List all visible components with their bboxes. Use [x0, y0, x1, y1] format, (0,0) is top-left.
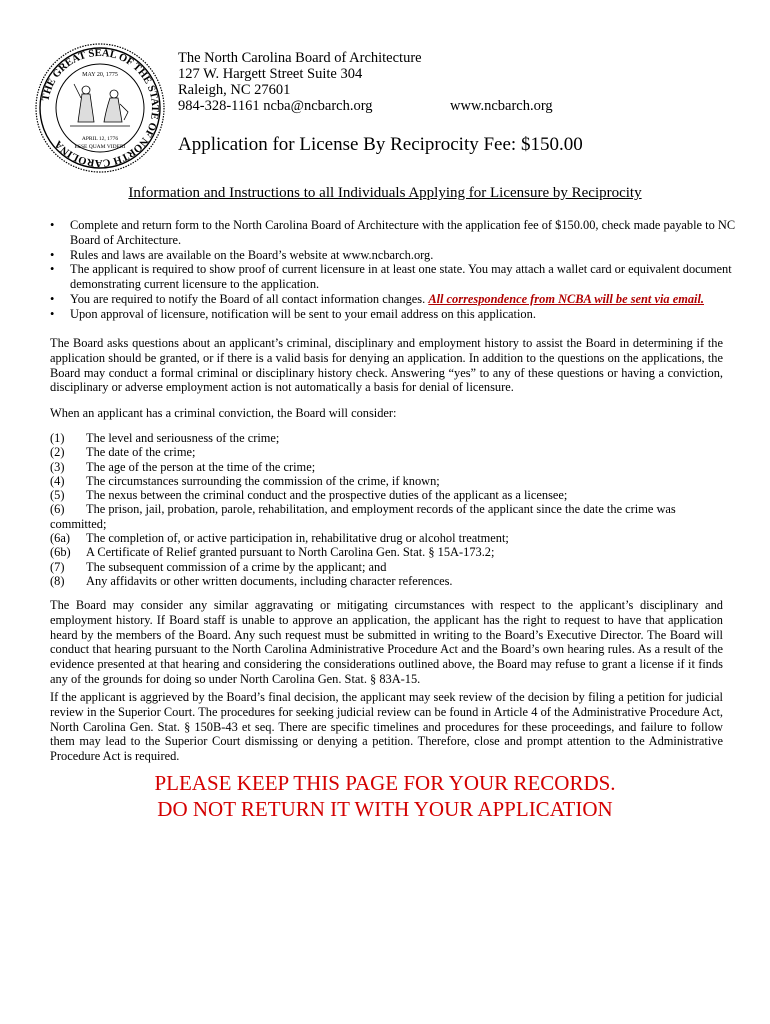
seal-date-top: MAY 20, 1775 [82, 72, 118, 78]
hearing-paragraph: The Board may consider any similar aggravating or mitigating circumstances with respect to the applicant’s disciplinary and employment history. If Board staff is unable to approve an application, the applicant has the right to request to have that application heard by the members of the Board. Any such request must be submitted in writing to the Board’s Executive Director. The Board will conduct that hearing pursuant to the North Carolina Administrative Procedure Act and the Board’s own hearing rules. As a result of the evidence presented at that hearing and considering the considerations outlined above, the Board may refuse to grant a license if it finds any of the grounds for doing so under North Carolina Gen. Stat. § 83A-15. [50, 598, 723, 686]
list-item: • You are required to notify the Board of all contact information changes. All correspondence from NCBA will be sent via email. [50, 292, 740, 307]
list-item: (6b) A Certificate of Relief granted pursuant to North Carolina Gen. Stat. § 15A-173.2; [50, 545, 495, 560]
keep-notice-line1: PLEASE KEEP THIS PAGE FOR YOUR RECORDS. [154, 771, 616, 795]
seal-motto: ESSE QUAM VIDERI [74, 144, 126, 150]
list-item: (7) The subsequent commission of a crime by the applicant; and [50, 559, 387, 574]
svg-text:THE GREAT SEAL OF THE STATE OF [40, 48, 160, 168]
list-item: (3) The age of the person at the time of the crime; [50, 459, 316, 474]
organization-header [178, 50, 553, 114]
list-item: (6a) The completion of, or active participation in, rehabilitative drug or alcohol treatment; [50, 531, 509, 546]
list-item: (2) The date of the crime; [50, 445, 196, 460]
org-address-line1: 127 W. Hargett Street Suite 304 [178, 66, 363, 82]
org-name: The North Carolina Board of Architecture [178, 50, 422, 66]
list-item: • Complete and return form to the North Carolina Board of Architecture with the application fee of $150.00, check made payable to NC Board of Architecture. [50, 218, 740, 248]
list-item: (8) Any affidavits or other written documents, including character references. [50, 573, 453, 588]
org-address-line2: Raleigh, NC 27601 [178, 82, 291, 98]
list-item: • The applicant is required to show proof of current licensure in at least one state. You may attach a wallet card or equivalent document demonstrating current licensure to the application. [50, 262, 740, 292]
instructions-bullet-list [50, 218, 740, 322]
list-item: (1) The level and seriousness of the crime; [50, 431, 280, 445]
background-check-paragraph: The Board asks questions about an applicant’s criminal, disciplinary and employment history to assist the Board in determining if the application should be granted, or if there is a valid basis for denying an application. In addition to the questions on the applications, the Board may conduct a formal criminal or disciplinary history check. Answering “yes” to any of these questions or having a conviction, disciplinary or adverse employment action is not automatically a basis for denial of licensure. [50, 336, 723, 395]
keep-notice-line2: DO NOT RETURN IT WITH YOUR APPLICATION [157, 797, 613, 821]
list-item: (4) The circumstances surrounding the commission of the crime, if known; [50, 473, 440, 488]
org-website: www.ncbarch.org [450, 98, 553, 114]
seal-figures [70, 84, 130, 126]
list-item: • Upon approval of licensure, notification will be sent to your email address on this application. [50, 307, 740, 322]
instructions-title: Information and Instructions to all Individuals Applying for Licensure by Reciprocity [128, 185, 642, 201]
list-item: (5) The nexus between the criminal conduct and the prospective duties of the applicant as a licensee; [50, 488, 568, 503]
great-seal-of-north-carolina [34, 42, 166, 174]
judicial-review-paragraph: If the applicant is aggrieved by the Board’s final decision, the applicant may seek review of the decision by filing a petition for judicial review in the Superior Court. The procedures for seeking judicial review can be found in Article 4 of the Administrative Procedure Act, North Carolina Gen. Stat. § 150B-43 et seq. There are specific timelines and procedures for these proceedings, and failure to follow them may lead to the Superior Court dismissing or denying a petition. Therefore, close and prompt attention to the Administrative Procedure Act is required. [50, 690, 723, 764]
conviction-intro-paragraph: When an applicant has a criminal conviction, the Board will consider: [50, 406, 397, 420]
email-correspondence-notice: All correspondence from NCBA will be sent via email. [428, 291, 705, 306]
conviction-criteria-list [50, 431, 723, 588]
seal-date-bottom: APRIL 12, 1776 [81, 136, 119, 142]
seal-outer-text: THE GREAT SEAL OF THE STATE OF NORTH CAROLINA [40, 47, 161, 169]
list-item: (6) The prison, jail, probation, parole, rehabilitation, and employment records of the applicant since the date the crime was committed; [50, 502, 676, 531]
list-item: • Rules and laws are available on the Board’s website at www.ncbarch.org. [50, 248, 740, 263]
application-title: Application for License By Reciprocity Fee: $150.00 [178, 134, 583, 155]
org-phone-email: 984-328-1161 ncba@ncbarch.org [178, 98, 373, 114]
keep-records-notice [0, 770, 770, 822]
